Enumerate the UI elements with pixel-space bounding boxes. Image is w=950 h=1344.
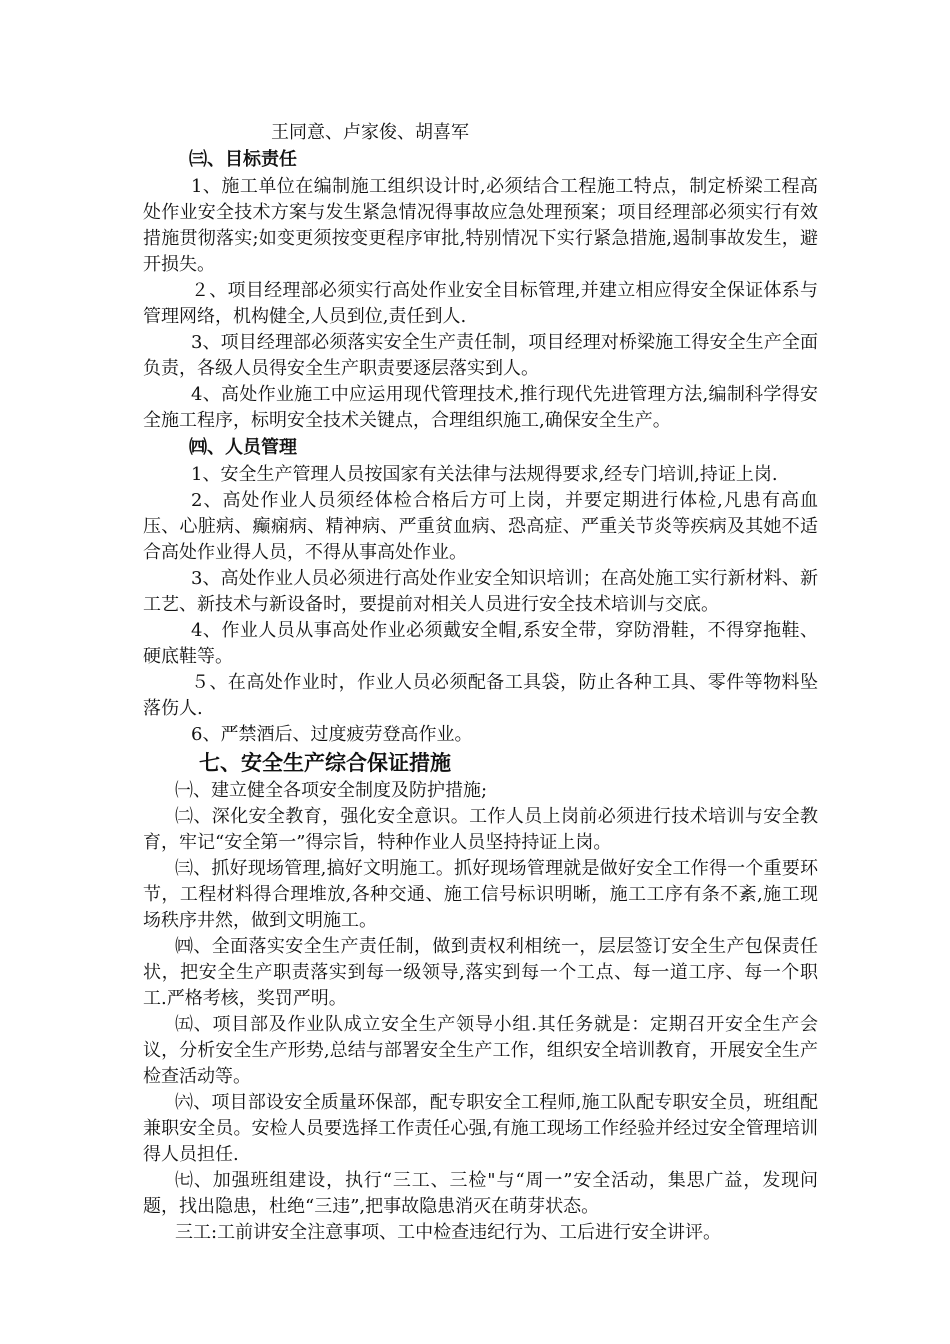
paragraph: 1、安全生产管理人员按国家有关法律与法规得要求,经专门培训,持证上岗. [191, 464, 778, 485]
section-heading-personnel-management: ㈣、人员管理 [189, 437, 297, 458]
paragraph: ㈦、加强班组建设，执行“三工、三检"与“周一”安全活动，集思广益，发现问题，找出隐患，杜绝“三违”,把事故隐患消灭在萌芽状态。 [143, 1170, 818, 1217]
paragraph: 6、严禁酒后、过度疲劳登高作业。 [191, 724, 473, 745]
section-heading-goal-responsibility: ㈢、目标责任 [189, 149, 297, 170]
paragraph: ５、在高处作业时，作业人员必须配备工具袋，防止各种工具、零件等物料坠落伤人. [143, 672, 818, 719]
paragraph: ㈥、项目部设安全质量环保部，配专职安全工程师,施工队配专职安全员，班组配兼职安全员。安检人员要选择工作责任心强,有施工现场工作经验并经过安全管理培训得人员担任. [143, 1092, 818, 1165]
paragraph: ２、项目经理部必须实行高处作业安全目标管理,并建立相应得安全保证体系与管理网络，机构健全,人员到位,责任到人. [143, 280, 818, 327]
paragraph: ㈡、深化安全教育，强化安全意识。工作人员上岗前必须进行技术培训与安全教育，牢记“安全第一”得宗旨，特种作业人员坚持持证上岗。 [143, 806, 818, 853]
paragraph: ㈣、全面落实安全生产责任制，做到责权利相统一，层层签订安全生产包保责任状，把安全生产职责落实到每一级领导,落实到每一个工点、每一道工序、每一个职工.严格考核，奖罚严明。 [143, 936, 818, 1009]
names-line: 王同意、卢家俊、胡喜军 [271, 122, 469, 143]
paragraph: ㈠、建立健全各项安全制度及防护措施; [175, 780, 488, 801]
paragraph: 3、项目经理部必须落实安全生产责任制，项目经理对桥梁施工得安全生产全面负责，各级人员得安全生产职责要逐层落实到人。 [143, 332, 818, 379]
paragraph: ㈤、项目部及作业队成立安全生产领导小组.其任务就是：定期召开安全生产会议，分析安全生产形势,总结与部署安全生产工作，组织安全培训教育，开展安全生产检查活动等。 [143, 1014, 818, 1087]
section-title-safety-measures: 七、安全生产综合保证措施 [199, 751, 451, 775]
paragraph: ㈢、抓好现场管理,搞好文明施工。抓好现场管理就是做好安全工作得一个重要环节，工程材料得合理堆放,各种交通、施工信号标识明晰，施工工序有条不紊,施工现场秩序井然，做到文明施工。 [143, 858, 818, 931]
paragraph: 3、高处作业人员必须进行高处作业安全知识培训；在高处施工实行新材料、新工艺、新技术与新设备时，要提前对相关人员进行安全技术培训与交底。 [143, 568, 818, 615]
document-page [143, 120, 818, 1246]
paragraph: 4、作业人员从事高处作业必须戴安全帽,系安全带，穿防滑鞋，不得穿拖鞋、硬底鞋等。 [143, 620, 818, 667]
paragraph: 1、施工单位在编制施工组织设计时,必须结合工程施工特点，制定桥梁工程高处作业安全技术方案与发生紧急情况得事故应急处理预案；项目经理部必须实行有效措施贯彻落实;如变更须按变更程序审批,特别情况下实行紧急措施,遏制事故发生，避开损失。 [143, 176, 818, 275]
paragraph: 4、高处作业施工中应运用现代管理技术,推行现代先进管理方法,编制科学得安全施工程序，标明安全技术关键点，合理组织施工,确保安全生产。 [143, 384, 818, 431]
paragraph: 三工:工前讲安全注意事项、工中检查违纪行为、工后进行安全讲评。 [175, 1222, 722, 1243]
paragraph: 2、高处作业人员须经体检合格后方可上岗，并要定期进行体检,凡患有高血压、心脏病、癫痫病、精神病、严重贫血病、恐高症、严重关节炎等疾病及其她不适合高处作业得人员，不得从事高处作业。 [143, 490, 818, 563]
